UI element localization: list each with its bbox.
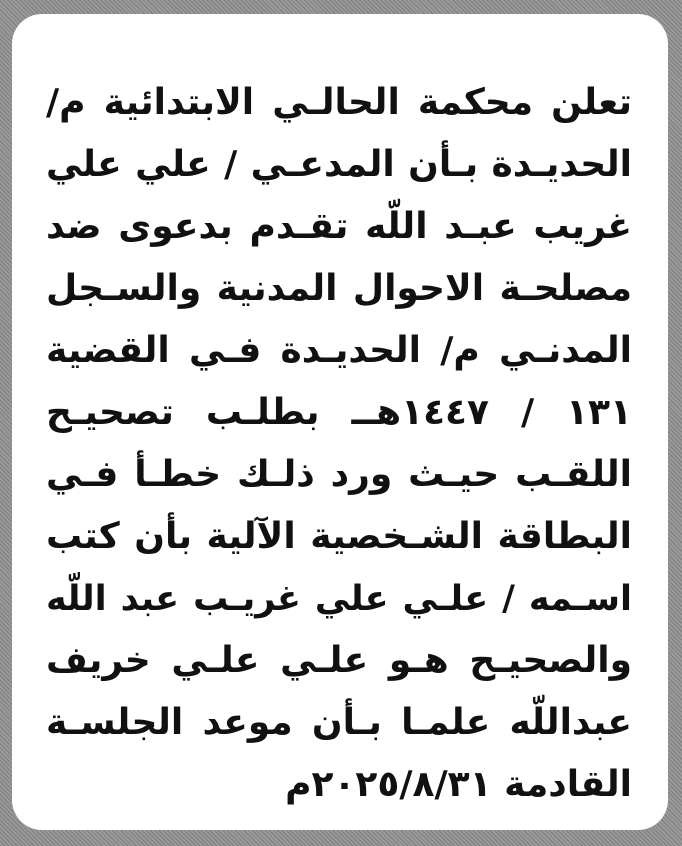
notice-line: المدنـي م/ الحديـدة فـي القضية: [46, 330, 632, 371]
notice-line: البطاقة الشـخصية الآلية بأن كتب: [46, 516, 632, 557]
notice-line: والصحيـح هـو علـي علـي خريف: [46, 640, 632, 681]
notice-line: تعلن محكمة الحالـي الابتدائية م/: [46, 82, 632, 123]
notice-line: عبداللّه علمـا بـأن موعد الجلسـة: [46, 702, 632, 743]
notice-line: ١٣١ / ١٤٤٧هــ بطلـب تصحيـح: [46, 392, 632, 433]
notice-line: اللقـب حيـث ورد ذلـك خطـأ فـي: [46, 454, 632, 495]
notice-line-date: القادمة ٢٠٢٥/٨/٣١م: [285, 764, 632, 805]
notice-card: [12, 14, 668, 830]
notice-line: اسـمه / علـي علي غريـب عبد اللّه: [46, 579, 632, 619]
notice-line: الحديـدة بـأن المدعـي / علي علي: [46, 144, 632, 185]
notice-line: مصلحـة الاحوال المدنية والسـجل: [46, 268, 632, 309]
notice-line: غريب عبـد اللّه تقـدم بدعوى ضد: [46, 206, 632, 247]
court-notice-text: [46, 72, 632, 816]
